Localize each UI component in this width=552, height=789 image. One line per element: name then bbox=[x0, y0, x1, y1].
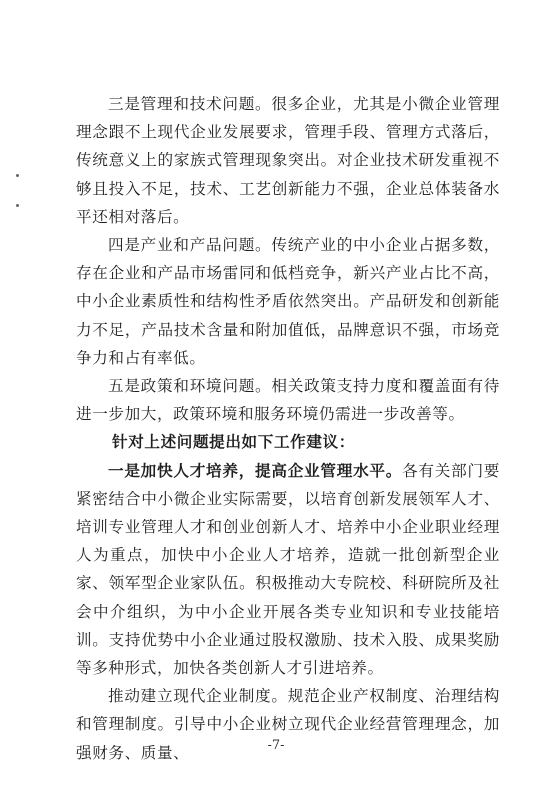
paragraph-industry-product: 四是产业和产品问题。传统产业的中小企业占据多数，存在企业和产品市场雷同和低档竞争，新兴产业占比不高，中小企业素质性和结构性矛盾依然突出。产品研发和创新能力不足，产品技术含量和附加值低，品牌意识不强，市场竞争力和占有率低。 bbox=[76, 236, 500, 367]
margin-mark bbox=[16, 204, 19, 207]
paragraph-management-tech: 三是管理和技术问题。很多企业，尤其是小微企业管理理念跟不上现代企业发展要求，管理手段、管理方式落后，传统意义上的家族式管理现象突出。对企业技术研发重视不够且投入不足，技术、工艺创新能力不强，企业总体装备水平还相对落后。 bbox=[76, 95, 500, 226]
recommendations-heading: 针对上述问题提出如下工作建议： bbox=[112, 432, 355, 452]
talent-training-lead: 一是加快人才培养，提高企业管理水平。 bbox=[108, 460, 403, 480]
paragraph-talent-training bbox=[76, 457, 500, 683]
document-body bbox=[76, 90, 500, 767]
page-number: -7- bbox=[267, 738, 285, 753]
paragraph-modern-enterprise: 推动建立现代企业制度。规范企业产权制度、治理结构和管理制度。引导中小企业树立现代企业经营管理理念，加强财务、质量、 bbox=[76, 687, 500, 762]
paragraph-policy-environment: 五是政策和环境问题。相关政策支持力度和覆盖面有待进一步加大，政策环境和服务环境仍需进一步改善等。 bbox=[76, 377, 500, 424]
margin-mark bbox=[16, 174, 19, 177]
talent-training-body: 各有关部门要紧密结合中小微企业实际需要，以培育创新发展领军人才、培训专业管理人才和创业创新人才、培养中小企业职业经理人为重点，加快中小企业人才培养，造就一批创新型企业家、领军型企业家队伍。积极推动大专院校、科研院所及社会中介组织，为中小企业开展各类专业知识和专业技能培训。支持优势中小企业通过股权激励、技术入股、成果奖励等多种形式，加快各类创新人才引进培养。 bbox=[76, 461, 500, 678]
